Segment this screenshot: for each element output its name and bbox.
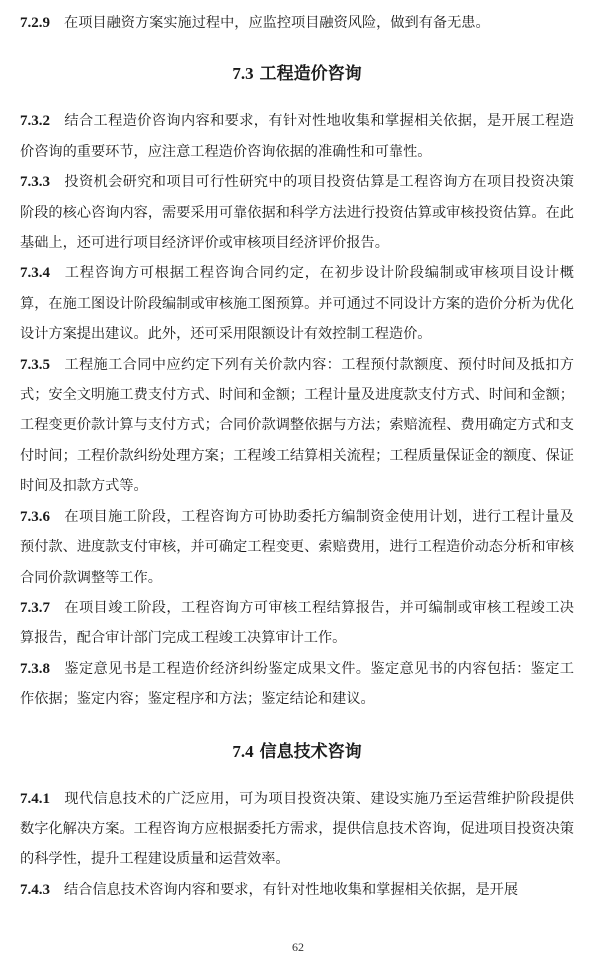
clause-7-4-3	[20, 875, 574, 905]
clause-7-3-8	[20, 654, 574, 715]
clause-number: 7.3.2	[20, 113, 50, 130]
clause-text: 投资机会研究和项目可行性研究中的项目投资估算是工程咨询方在项目投资决策阶段的核心咨询内容，需要采用可靠依据和科学方法进行投资估算或审核投资估算。在此基础上，还可进行项目经济评价或审核项目经济评价报告。	[20, 174, 574, 252]
clause-7-3-2	[20, 106, 574, 167]
clause-number: 7.3.3	[20, 174, 50, 191]
clause-text: 结合信息技术咨询内容和要求，有针对性地收集和掌握相关依据，是开展	[64, 881, 519, 898]
clause-7-3-4	[20, 258, 574, 349]
clause-number: 7.3.6	[20, 508, 50, 525]
clause-7-4-1	[20, 784, 574, 875]
section-number: 7.3	[232, 64, 254, 84]
clause-7-2-9	[20, 8, 574, 38]
clause-7-3-6	[20, 502, 574, 593]
clause-number: 7.3.5	[20, 356, 50, 373]
clause-number: 7.3.4	[20, 265, 50, 282]
section-number: 7.4	[232, 741, 254, 761]
clause-text: 在项目竣工阶段，工程咨询方可审核工程结算报告，并可编制或审核工程竣工决算报告，配合审计部门完成工程竣工决算审计工作。	[20, 599, 574, 647]
clause-text: 现代信息技术的广泛应用，可为项目投资决策、建设实施乃至运营维护阶段提供数字化解决方案。工程咨询方应根据委托方需求，提供信息技术咨询，促进项目投资决策的科学性，提升工程建设质量和运营效率。	[20, 790, 574, 868]
clause-text: 结合工程造价咨询内容和要求，有针对性地收集和掌握相关依据，是开展工程造价咨询的重要环节，应注意工程造价咨询依据的准确性和可靠性。	[20, 113, 574, 160]
clause-number: 7.4.1	[20, 790, 50, 807]
clause-text: 鉴定意见书是工程造价经济纠纷鉴定成果文件。鉴定意见书的内容包括：鉴定工作依据；鉴定内容；鉴定程序和方法；鉴定结论和建议。	[20, 660, 574, 708]
clause-text: 在项目施工阶段，工程咨询方可协助委托方编制资金使用计划，进行工程计量及预付款、进度款支付审核，并可确定工程变更、索赔费用，进行工程造价动态分析和审核合同价款调整等工作。	[20, 508, 574, 586]
clause-7-3-3	[20, 167, 574, 258]
page-number: 62	[292, 940, 304, 954]
clause-number: 7.4.3	[20, 881, 50, 898]
section-title-text: 工程造价咨询	[259, 64, 362, 85]
section-heading-7-3	[20, 59, 574, 84]
clause-text: 工程施工合同中应约定下列有关价款内容：工程预付款额度、预付时间及抵扣方式；安全文明施工费支付方式、时间和金额；工程计量及进度款支付方式、时间和金额；工程变更价款计算与支付方式；合同价款调整依据与方法；索赔流程、费用确定方式和支付时间；工程价款纠纷处理方案；工程竣工结算相关流程；工程质量保证金的额度、保证时间及扣款方式等。	[20, 356, 574, 495]
clause-number: 7.3.7	[20, 599, 50, 616]
section-heading-7-4	[20, 737, 574, 762]
clause-number: 7.3.8	[20, 660, 50, 677]
clause-number: 7.2.9	[20, 15, 50, 31]
section-title-text: 信息技术咨询	[259, 741, 362, 762]
clause-text: 工程咨询方可根据工程咨询合同约定，在初步设计阶段编制或审核项目设计概算，在施工图设计阶段编制或审核施工图预算。并可通过不同设计方案的造价分析为优化设计方案提出建议。此外，还可采用限额设计有效控制工程造价。	[20, 265, 574, 343]
clause-7-3-7	[20, 593, 574, 654]
clause-7-3-5	[20, 350, 574, 502]
clause-text: 在项目融资方案实施过程中，应监控项目融资风险，做到有备无患。	[64, 15, 490, 31]
